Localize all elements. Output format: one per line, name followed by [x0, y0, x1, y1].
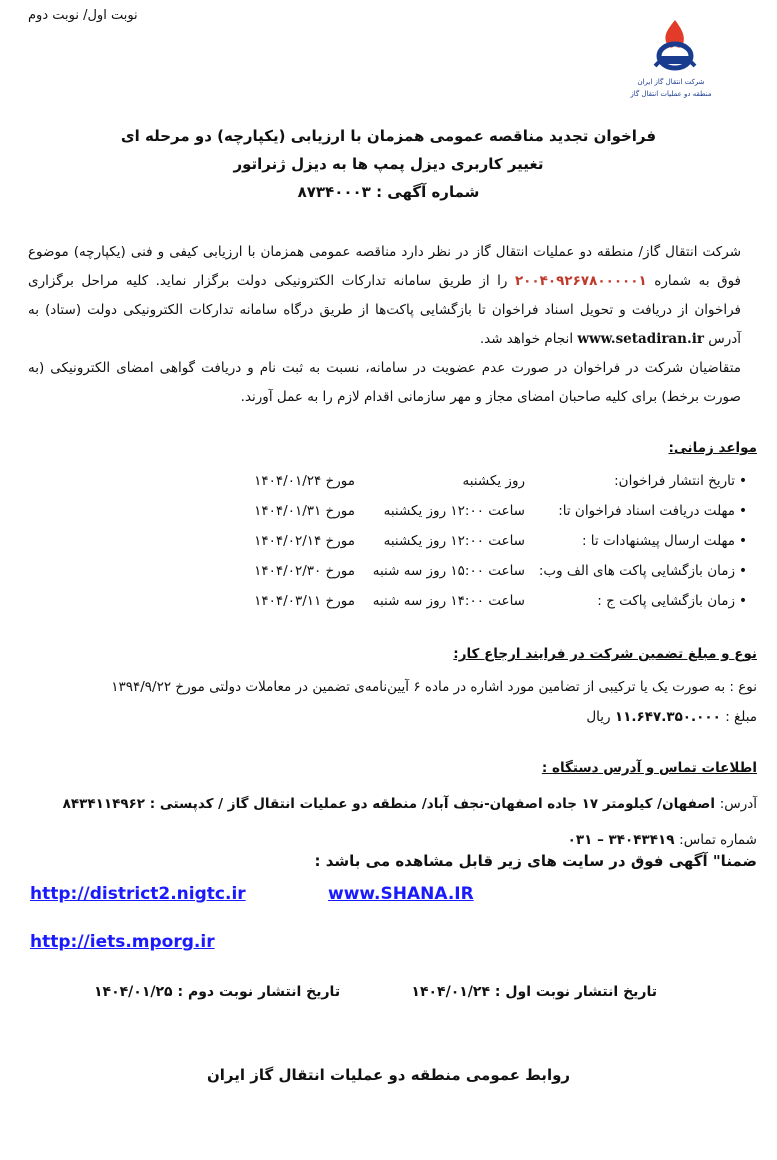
contact-title: اطلاعات تماس و آدرس دستگاه :	[541, 760, 757, 776]
district2-link[interactable]: http://district2.nigtc.ir	[30, 884, 246, 904]
bullet-icon: •	[738, 563, 748, 579]
guarantee-type: نوع : به صورت یک یا ترکیبی از تضامین مورد اشاره در ماده ۶ آیین‌نامه‌ی تضمین در معاملات دولتی مورخ ۱۳۹۴/۹/۲۲	[111, 679, 757, 695]
amount-label: مبلغ :	[720, 709, 757, 725]
schedule-list	[231, 466, 751, 616]
publication-second: تاریخ انتشار نوبت دوم : ۱۴۰۴/۰۱/۲۵	[94, 984, 341, 1000]
tender-number: ۲۰۰۴۰۹۲۶۷۸۰۰۰۰۰۱	[514, 273, 647, 289]
schedule-time: ساعت ۱۲:۰۰ روز یکشنبه	[383, 503, 525, 519]
schedule-row	[231, 466, 751, 496]
setad-url: www.setadiran.ir	[577, 331, 704, 347]
guarantee-amount-line	[111, 702, 757, 732]
intro-p1-a: شرکت انتقال گاز/ منطقه دو عملیات انتقال گاز در نظر دارد مناقصه عمومی همزمان با ارزیابی کیفی و فنی (یکپارچه) موضوع فوق به شماره	[28, 244, 741, 289]
contact-details	[63, 786, 757, 858]
intro-paragraph-2: متقاضیان شرکت در فراخوان در صورت عدم عضویت در سامانه، نسبت به ثبت نام و دریافت گواهی امضای الکترونیکی (به صورت برخط) برای کلیه صاحبان امضای مجاز و مهر سازمانی اقدام لازم را به عمل آورند.	[28, 360, 741, 405]
schedule-time: ساعت ۱۴:۰۰ روز سه شنبه	[372, 593, 525, 609]
schedule-row	[231, 586, 751, 616]
address-label: آدرس:	[719, 796, 757, 812]
guarantee-title: نوع و مبلغ تضمین شرکت در فرایند ارجاع کار:	[453, 646, 757, 662]
schedule-row	[231, 556, 751, 586]
schedule-time: ساعت ۱۲:۰۰ روز یکشنبه	[383, 533, 525, 549]
intro-paragraph-1	[28, 238, 741, 354]
intro-p1-b: را از طریق سامانه تدارکات الکترونیکی دولت برگزار نماید. کلیه مراحل برگزاری فراخوان از دریافت و تحویل اسناد فراخوان تا بازگشایی پاکت‌ها از طریق درگاه سامانه تدارکات الکترونیکی دولت (ستاد) به آدرس	[28, 273, 741, 347]
address-line	[63, 786, 757, 822]
footer-signature: روابط عمومی منطقه دو عملیات انتقال گاز ایران	[206, 1066, 571, 1084]
bullet-icon: •	[738, 533, 748, 549]
schedule-time: روز یکشنبه	[462, 473, 525, 489]
iets-link[interactable]: http://iets.mporg.ir	[30, 932, 215, 952]
bullet-icon: •	[738, 503, 748, 519]
guarantee-amount: ۱۱.۶۴۷.۳۵۰.۰۰۰	[614, 709, 721, 725]
address-value: اصفهان/ کیلومتر ۱۷ جاده اصفهان-نجف آباد/ منطقه دو عملیات انتقال گاز / کدپستی : ۸۴۳۴۱۱۴۹۶۲	[62, 796, 720, 812]
publication-first: تاریخ انتشار نوبت اول : ۱۴۰۴/۰۱/۲۴	[411, 984, 657, 1000]
schedule-label: تاریخ انتشار فراخوان:	[614, 473, 735, 489]
schedule-date: مورخ ۱۴۰۴/۰۱/۳۱	[254, 503, 355, 519]
company-logo	[615, 14, 725, 104]
title-ad-number: شماره آگهی : ۸۷۳۴۰۰۰۳	[297, 183, 480, 201]
schedule-row	[231, 526, 751, 556]
schedule-label: زمان بازگشایی پاکت ج :	[597, 593, 735, 609]
intro-p1-c: انجام خواهد شد.	[479, 331, 578, 347]
phone-value: ۳۴۰۴۳۴۱۹ – ۰۳۱	[567, 832, 680, 848]
schedule-date: مورخ ۱۴۰۴/۰۲/۱۴	[254, 533, 355, 549]
phone-label: شماره تماس:	[679, 832, 757, 848]
amount-unit: ریال	[586, 709, 615, 725]
sites-note: ضمنا" آگهی فوق در سایت های زیر قابل مشاهده می باشد :	[314, 852, 757, 870]
guarantee-details	[111, 672, 757, 732]
bullet-icon: •	[738, 593, 748, 609]
schedule-date: مورخ ۱۴۰۴/۰۱/۲۴	[254, 473, 355, 489]
schedule-label: مهلت دریافت اسناد فراخوان تا:	[558, 503, 735, 519]
schedule-row	[231, 496, 751, 526]
intro-text	[28, 238, 741, 412]
schedule-label: زمان بازگشایی پاکت های الف وب:	[538, 563, 735, 579]
schedule-date: مورخ ۱۴۰۴/۰۲/۳۰	[254, 563, 355, 579]
edition-note: نوبت اول/ نوبت دوم	[28, 8, 138, 23]
title-line1: فراخوان تجدید مناقصه عمومی همزمان با ارزیابی (یکپارچه) دو مرحله ای	[120, 127, 657, 145]
logo-line1: شرکت انتقال گاز ایران	[637, 78, 705, 86]
shana-link[interactable]: www.SHANA.IR	[328, 884, 474, 904]
schedule-title: مواعد زمانی:	[668, 440, 757, 456]
schedule-time: ساعت ۱۵:۰۰ روز سه شنبه	[372, 563, 525, 579]
bullet-icon: •	[738, 473, 748, 489]
announcement-titles	[0, 122, 777, 206]
schedule-date: مورخ ۱۴۰۴/۰۳/۱۱	[254, 593, 355, 609]
flame-gas-logo-icon	[615, 14, 725, 104]
schedule-label: مهلت ارسال پیشنهادات تا :	[581, 533, 735, 549]
logo-line2: منطقه دو عملیات انتقال گاز	[630, 90, 712, 98]
title-line2: تغییر کاربری دیزل پمپ ها به دیزل ژنراتور	[233, 155, 544, 173]
